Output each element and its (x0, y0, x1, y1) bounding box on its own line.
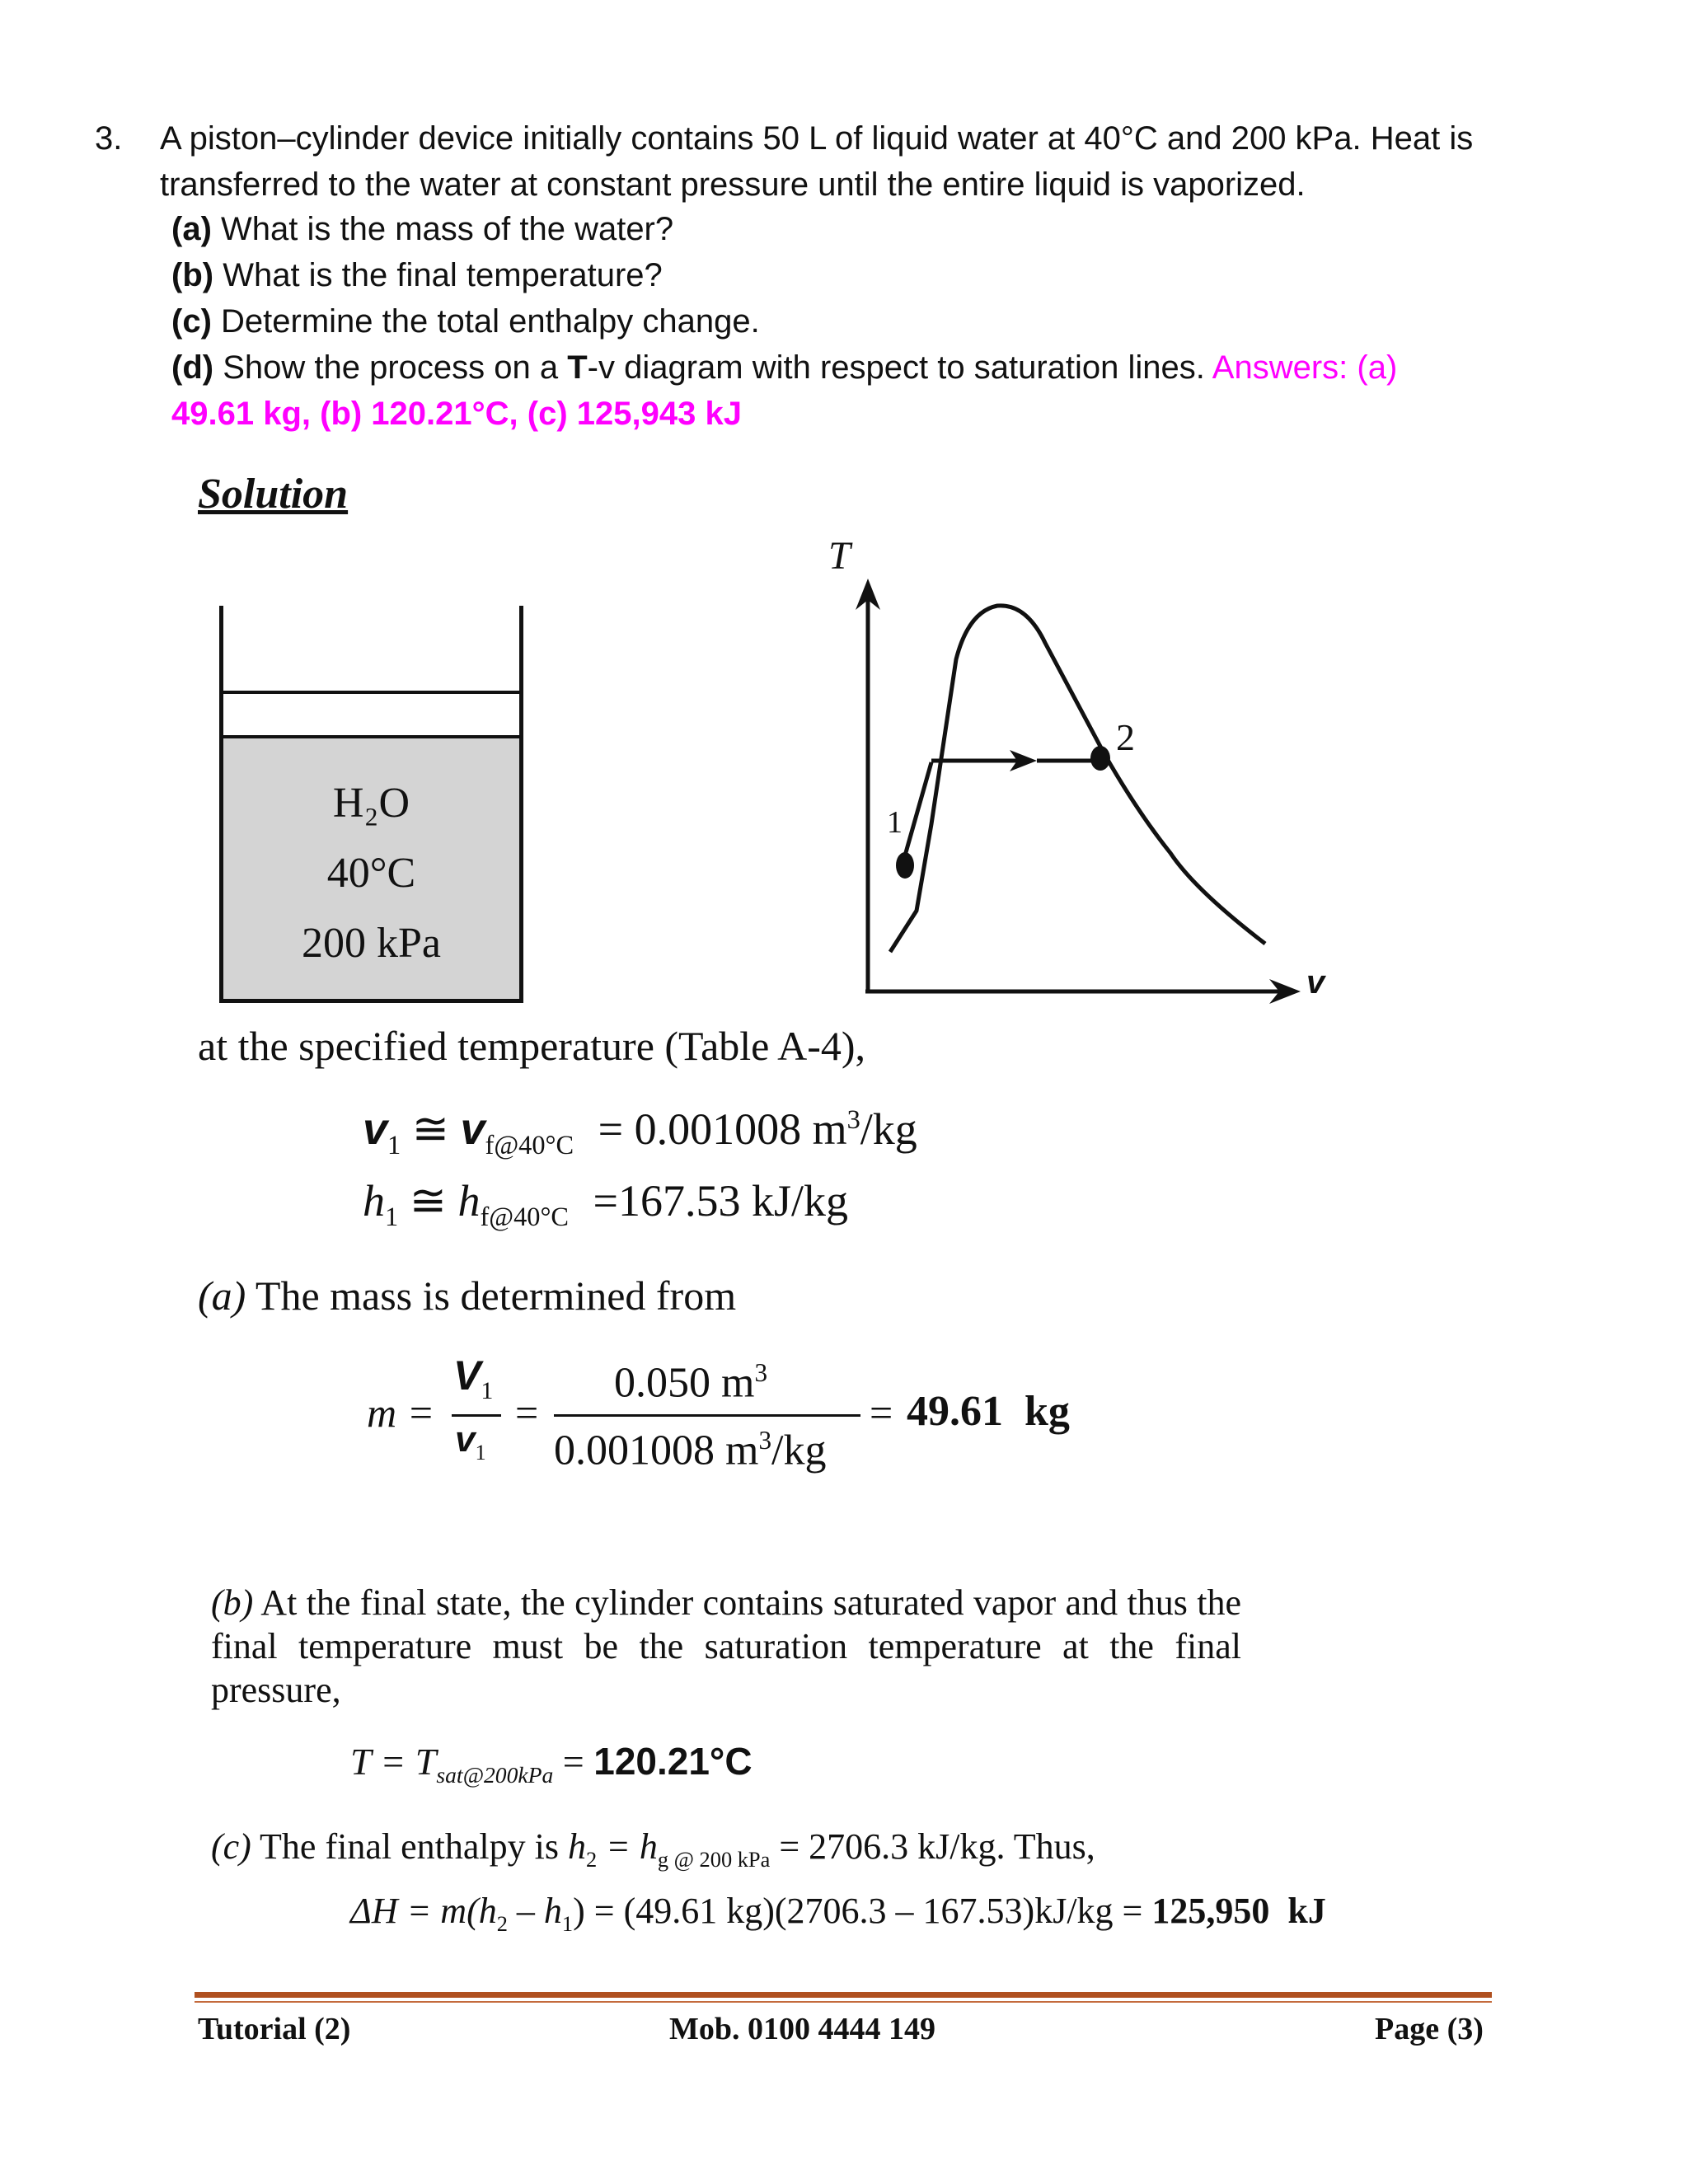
approx: ≅ (398, 1176, 458, 1226)
answers-values (171, 391, 1573, 437)
specific-volume-equation (363, 1103, 917, 1161)
subscript: 1 (385, 1202, 399, 1232)
part-bold: T (567, 349, 588, 386)
part-d-question (171, 344, 1589, 391)
mass-lhs: m = (367, 1390, 435, 1436)
footer-rule (195, 1992, 1492, 1998)
state-2-point (1090, 746, 1110, 771)
cylinder-bottom (219, 999, 523, 1003)
numerator-value (614, 1358, 767, 1407)
unit: /kg (771, 1427, 827, 1474)
symbol: v (455, 1419, 476, 1460)
subscript: 2 (496, 1910, 508, 1936)
enthalpy-equation (363, 1174, 848, 1233)
cylinder-right-wall (519, 606, 523, 1001)
symbol: v (460, 1104, 485, 1154)
solution-heading: Solution (198, 471, 349, 518)
enthalpy-result: 125,950 kJ (1151, 1891, 1326, 1931)
part-tag: (a) (198, 1272, 246, 1319)
part-c-question (171, 298, 1573, 344)
cylinder-pressure: 200 kPa (302, 920, 441, 967)
part-a-question (171, 206, 1573, 252)
part-text: The mass is determined from (246, 1272, 737, 1319)
state-2-label: 2 (1116, 716, 1135, 758)
part-text: What is the final temperature? (213, 257, 663, 293)
part-text: -v diagram with respect to saturation lines. (587, 349, 1212, 386)
v-axis-label: v (1306, 964, 1325, 1001)
temperature-result: 120.21°C (593, 1740, 753, 1783)
t-axis-label: T (828, 536, 851, 578)
part-b-question (171, 252, 1573, 298)
part-tag: (a) (171, 211, 212, 247)
answers-text: 49.61 kg, (b) 120.21°C, (c) 125,943 kJ (171, 396, 742, 432)
subscript: 2 (585, 1846, 598, 1872)
value: =167.53 kJ/kg (593, 1176, 849, 1226)
value: = 0.001008 m (598, 1104, 847, 1154)
symbol: = h (597, 1826, 658, 1867)
value: = 2706.3 kJ/kg. Thus, (770, 1826, 1095, 1867)
part-text: Determine the total enthalpy change. (211, 303, 760, 340)
problem-intro: A piston–cylinder device initially contains 50 L of liquid water at 40°C and 200 kPa. Heat is transferred to the water at constant pressure until the entire liquid is vaporized. (160, 120, 1474, 203)
state-1-label: 1 (887, 805, 903, 840)
volume-symbol (453, 1352, 493, 1405)
footer-left: Tutorial (2) (198, 2012, 351, 2046)
piston-bottom (223, 735, 519, 738)
subscript: sat@200kPa (436, 1762, 554, 1788)
part-tag: (c) (211, 1826, 251, 1867)
value: 0.001008 m (554, 1427, 759, 1474)
symbol: h (363, 1176, 385, 1226)
part-c-solution-text (211, 1825, 1095, 1872)
subscript: f@40°C (485, 1130, 574, 1160)
footer-rule-thin (195, 2001, 1492, 2003)
subscript: 1 (561, 1910, 574, 1936)
equals-sign: = (553, 1741, 594, 1783)
part-tag: (b) (171, 257, 214, 293)
superscript: 3 (846, 1105, 860, 1135)
cylinder-temperature: 40°C (326, 850, 416, 897)
tv-diagram (824, 536, 1401, 1022)
saturation-dome (890, 606, 1265, 952)
part-text: The final enthalpy is (251, 1826, 568, 1867)
symbol: h (457, 1176, 481, 1226)
symbol: T = T (350, 1741, 437, 1783)
state-1-point (896, 852, 914, 879)
superscript: 3 (754, 1358, 768, 1387)
unit: /kg (860, 1104, 917, 1154)
part-text: What is the mass of the water? (211, 211, 674, 247)
footer-right: Page (3) (1375, 2012, 1484, 2046)
piston-top (223, 691, 519, 694)
saturation-temperature-equation (350, 1739, 753, 1788)
table-reference-text: at the specified temperature (Table A-4), (198, 1023, 866, 1069)
cylinder-substance: H₂O (332, 780, 410, 827)
part-tag: (d) (171, 349, 214, 386)
equals-sign: = (870, 1390, 893, 1436)
part-text: At the final state, the cylinder contains saturated vapor and thus the final temperature must be the saturation temperature at the final pressure, (211, 1582, 1241, 1710)
expr: – h (507, 1891, 562, 1931)
part-b-solution-text (211, 1581, 1241, 1712)
symbol: V (453, 1352, 481, 1399)
part-text: Show the process on a (213, 349, 568, 386)
equals-sign: = (515, 1390, 539, 1436)
expr: ΔH = m(h (350, 1891, 497, 1931)
subscript: 1 (475, 1439, 486, 1465)
subscript: 1 (481, 1377, 494, 1404)
answers-label: Answers: (a) (1212, 349, 1398, 386)
part-tag: (c) (171, 303, 212, 340)
subscript: f@40°C (480, 1202, 570, 1232)
footer-center: Mob. 0100 4444 149 (669, 2012, 935, 2046)
symbol: v (363, 1104, 388, 1154)
specific-volume-symbol (455, 1419, 486, 1465)
subscript: g @ 200 kPa (657, 1846, 771, 1872)
denominator-value (554, 1426, 827, 1474)
part-a-solution-text (198, 1272, 736, 1319)
superscript: 3 (758, 1426, 772, 1455)
subscript: 1 (387, 1130, 401, 1160)
fraction-bar (452, 1414, 501, 1417)
problem-number: 3. (95, 120, 123, 157)
expr: ) = (49.61 kg)(2706.3 – 167.53)kJ/kg = (573, 1891, 1152, 1931)
approx: ≅ (401, 1104, 461, 1154)
value: 0.050 m (614, 1359, 755, 1407)
mass-result: 49.61 kg (907, 1388, 1070, 1435)
part-tag: (b) (211, 1582, 254, 1623)
fraction-bar (554, 1414, 860, 1417)
enthalpy-change-equation (350, 1890, 1326, 1937)
symbol: h (567, 1826, 586, 1867)
